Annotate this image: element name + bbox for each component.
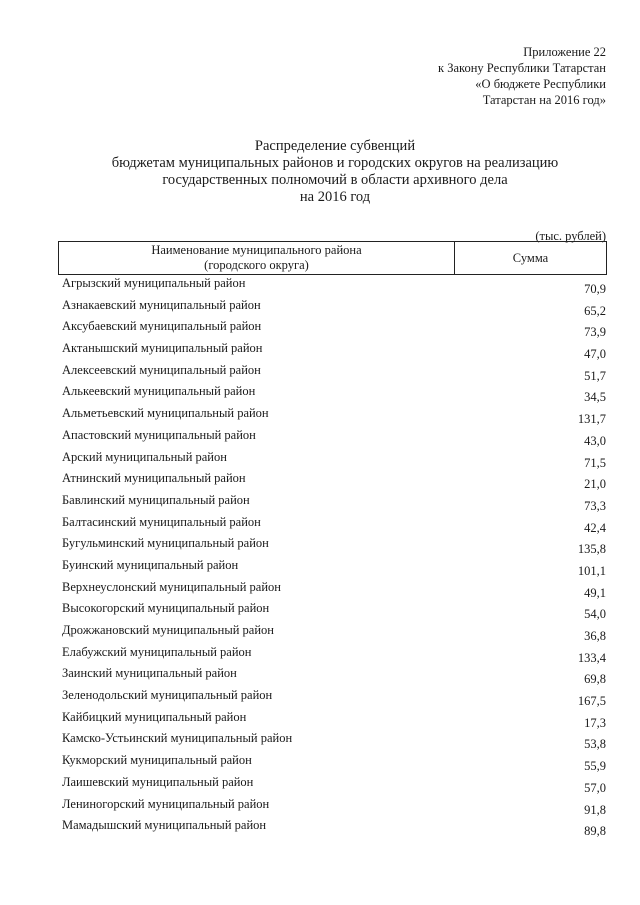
district-name: Камско-Устьинский муниципальный район: [62, 731, 293, 746]
district-sum: 17,3: [584, 715, 606, 730]
district-name: Бугульминский муниципальный район: [62, 536, 269, 551]
table-row: [62, 731, 606, 753]
district-name: Зеленодольский муниципальный район: [62, 688, 273, 703]
table-row: [62, 580, 606, 602]
table-row: [62, 428, 606, 450]
table-row: [62, 775, 606, 797]
district-name: Бавлинский муниципальный район: [62, 492, 250, 507]
table-row: [62, 601, 606, 623]
district-name: Апастовский муниципальный район: [62, 427, 256, 442]
district-sum: 167,5: [577, 694, 606, 709]
district-name: Лаишевский муниципальный район: [62, 774, 254, 789]
district-name: Атнинский муниципальный район: [62, 471, 246, 486]
district-sum: 21,0: [584, 477, 606, 492]
district-sum: 53,8: [584, 737, 606, 752]
table-row: [62, 450, 606, 472]
table-row: [62, 797, 606, 819]
district-sum: 71,5: [584, 455, 606, 470]
district-name: Альметьевский муниципальный район: [62, 406, 269, 421]
table-row: [62, 298, 606, 320]
table-row: [62, 515, 606, 537]
district-sum: 133,4: [577, 650, 606, 665]
units-label: (тыс. рублей): [535, 229, 606, 243]
table-row: [62, 688, 606, 710]
table-row: [62, 818, 606, 840]
table-row: [62, 384, 606, 406]
table-row: [62, 363, 606, 385]
table-header: [58, 241, 607, 275]
title-line: на 2016 год: [299, 189, 371, 205]
column-header-sum: Сумма: [455, 242, 607, 275]
district-sum: 57,0: [584, 780, 606, 795]
appendix-header: [346, 44, 606, 108]
table-row: [62, 341, 606, 363]
district-name: Азнакаевский муниципальный район: [62, 297, 261, 312]
district-sum: 73,9: [584, 325, 606, 340]
district-sum: 49,1: [584, 585, 606, 600]
district-sum: 69,8: [584, 672, 606, 687]
district-name: Мамадышский муниципальный район: [62, 818, 267, 833]
appendix-line: к Закону Республики Татарстан: [438, 61, 606, 75]
district-sum: 47,0: [584, 347, 606, 362]
district-name: Алькеевский муниципальный район: [62, 384, 256, 399]
district-name: Арский муниципальный район: [62, 449, 227, 464]
column-header-name-line1: Наименование муниципального района: [151, 243, 362, 257]
appendix-line: «О бюджете Республики: [475, 77, 606, 91]
district-name: Елабужский муниципальный район: [62, 644, 252, 659]
column-header-name-line2: (городского округа): [204, 258, 309, 272]
table-row: [62, 319, 606, 341]
district-sum: 36,8: [584, 629, 606, 643]
table-row: [62, 276, 606, 298]
appendix-line: Татарстан на 2016 год»: [482, 93, 606, 107]
district-sum: 135,8: [577, 542, 606, 557]
district-sum: 65,2: [584, 303, 606, 318]
table-row: [62, 623, 606, 645]
district-name: Аксубаевский муниципальный район: [62, 319, 262, 334]
district-name: Кукморский муниципальный район: [62, 753, 252, 768]
table-body: [62, 276, 606, 840]
district-name: Высокогорский муниципальный район: [62, 601, 270, 616]
district-sum: 42,4: [584, 520, 606, 535]
district-sum: 131,7: [577, 412, 606, 427]
district-name: Алексеевский муниципальный район: [62, 362, 261, 377]
district-sum: 55,9: [584, 759, 606, 774]
document-title: [60, 138, 610, 206]
table-row: [62, 493, 606, 515]
district-name: Лениногорский муниципальный район: [62, 796, 270, 811]
district-sum: 34,5: [584, 390, 606, 405]
district-sum: 101,1: [577, 563, 606, 578]
district-sum: 70,9: [584, 282, 606, 296]
table-row: [62, 471, 606, 493]
district-name: Буинский муниципальный район: [62, 557, 239, 572]
district-name: Верхнеуслонский муниципальный район: [62, 579, 281, 594]
table-row: [62, 645, 606, 667]
district-name: Дрожжановский муниципальный район: [62, 623, 274, 637]
district-sum: 91,8: [584, 802, 606, 817]
table-row: [62, 558, 606, 580]
district-sum: 51,7: [584, 368, 606, 383]
table-row: [62, 666, 606, 688]
district-sum: 43,0: [584, 433, 606, 448]
appendix-line: Приложение 22: [523, 45, 606, 59]
table-row: [62, 406, 606, 428]
title-line: Распределение субвенций: [254, 138, 416, 154]
table-row: [62, 753, 606, 775]
district-sum: 73,3: [584, 498, 606, 513]
district-name: Балтасинский муниципальный район: [62, 514, 261, 529]
district-name: Актанышский муниципальный район: [62, 341, 263, 356]
column-header-name: [59, 242, 455, 275]
district-sum: 89,8: [584, 824, 606, 839]
title-line: государственных полномочий в области архивного дела: [162, 172, 508, 188]
title-line: бюджетам муниципальных районов и городских округов на реализацию: [111, 155, 559, 171]
district-sum: 54,0: [584, 607, 606, 622]
district-name: Кайбицкий муниципальный район: [62, 709, 247, 724]
table-row: [62, 710, 606, 732]
district-name: Заинский муниципальный район: [62, 666, 237, 681]
table-row: [62, 536, 606, 558]
district-name: Агрызский муниципальный район: [62, 276, 246, 290]
